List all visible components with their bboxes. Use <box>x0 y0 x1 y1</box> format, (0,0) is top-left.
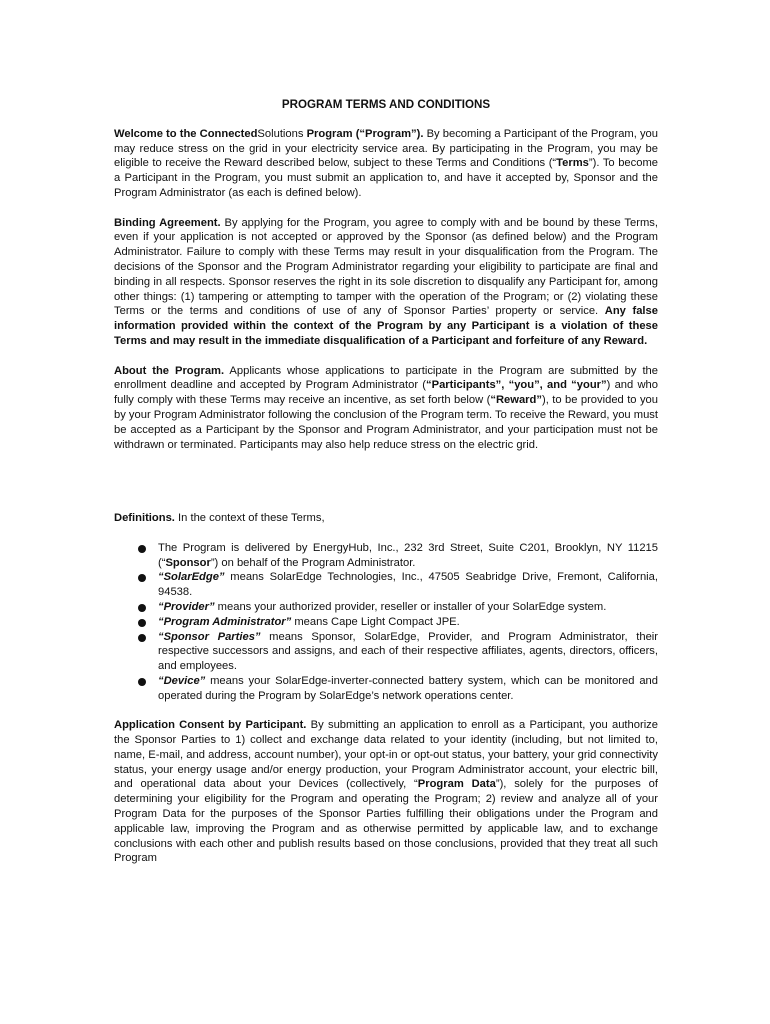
bullet-icon <box>138 604 146 612</box>
bullet-icon <box>138 678 146 686</box>
definitions-list <box>114 541 658 704</box>
definition-post: means your SolarEdge-inverter-connected battery system, which can be monitored and operated during the Program by SolarEdge’s network operations center. <box>158 674 658 702</box>
definition-term: “Device” <box>158 674 206 687</box>
definition-post: means Sponsor, SolarEdge, Provider, and Program Administrator, their respective successors and assigns, and each of their respective affiliates, agents, directors, officers, and employees. <box>158 630 659 673</box>
definition-item <box>114 615 658 630</box>
about-text-3: ), to be provided to you by your Program Administrator following the conclusion of the Program term. To receive the Reward, you must be accepted as a Participant by the Sponsor and Program Administrator, and your participation must not be withdrawn or terminated. Participants may also help reduce stress on the electric grid. <box>114 394 658 451</box>
about-heading: About the Program. <box>114 364 225 377</box>
participants-definition: “Participants”, “you”, and “your” <box>426 379 607 392</box>
section-spacer <box>114 467 658 511</box>
bullet-icon <box>138 619 146 627</box>
definition-item <box>114 570 658 600</box>
binding-text: By applying for the Program, you agree to comply with and be bound by these Terms, even if your application is not accepted or approved by the Sponsor (as defined below) and the Program Administrator. Failure to comply with these Terms may result in your disqualification from the Program. The decisions of the Sponsor and the Program Administrator regarding your eligibility to participate are final and binding in all respects. Sponsor reserves the right in its sole discretion to disqualify any Participant for, among other things: (1) tampering or attempting to tamper with the operation of the Program; or (2) violating these Terms or the terms and conditions of use of any of Sponsor Parties’ property or service. <box>114 216 658 318</box>
page-title: PROGRAM TERMS AND CONDITIONS <box>281 98 491 111</box>
welcome-text-1: By becoming a Participant of the Program, you may reduce stress on the grid in your electricity service area. By participating in the Program, you may be eligible to receive the Reward described below, subject to these Terms and Conditions (“ <box>114 127 658 170</box>
consent-paragraph <box>114 718 658 866</box>
definition-item <box>114 674 658 704</box>
bullet-icon <box>138 634 146 642</box>
consent-heading: Application Consent by Participant. <box>114 719 307 732</box>
definition-item <box>114 541 658 571</box>
about-text-2: ) and who fully comply with these Terms may receive an incentive, as set forth below ( <box>114 379 659 407</box>
consent-text-2: ”), solely for the purposes of determining your eligibility for the Program and operating the Program; 2) review and analyze all of your Program Data for the purposes of the Sponsor Parties fulfilling their obligations under the Program and applicable law, improving the Program and as otherwise permitted by applicable law, and to exchange conclusions with each other and publish results based on those conclusions, provided that they treat all such Program <box>114 778 658 865</box>
welcome-paragraph <box>114 127 658 201</box>
definition-term: “Sponsor Parties” <box>158 630 261 643</box>
definition-term: “SolarEdge” <box>158 571 225 584</box>
definition-item <box>114 630 658 674</box>
definition-term: “Provider” <box>158 600 215 613</box>
reward-definition: “Reward” <box>490 394 542 407</box>
definitions-intro-text: In the context of these Terms, <box>174 512 325 525</box>
bullet-icon <box>138 545 146 553</box>
terms-definition: Terms <box>556 157 589 170</box>
welcome-text-2: ”). To become a Participant in the Program, you must submit an application to, and have it accepted by, Sponsor and the Program Administrator (as each is defined below). <box>114 157 658 199</box>
document-page <box>114 98 658 881</box>
definition-term: Sponsor <box>165 556 211 569</box>
definition-term: “Program Administrator” <box>158 615 292 628</box>
definitions-intro <box>114 511 658 526</box>
definition-post: means your authorized provider, reseller or installer of your SolarEdge system. <box>214 600 607 613</box>
binding-paragraph <box>114 216 658 349</box>
welcome-heading-part-2: Solutions <box>257 127 307 140</box>
definitions-heading: Definitions. <box>114 512 175 525</box>
about-text-1: Applicants whose applications to participate in the Program are submitted by the enrollment deadline and accepted by Program Administrator ( <box>114 364 658 392</box>
program-data-definition: Program Data <box>417 778 496 791</box>
welcome-heading-part-1: Welcome to the Connected <box>114 127 258 140</box>
binding-heading: Binding Agreement. <box>114 216 221 229</box>
definition-post: means SolarEdge Technologies, Inc., 47505 Seabridge Drive, Fremont, California, 94538. <box>158 571 658 599</box>
welcome-heading-part-3: Program (“Program”). <box>306 127 424 140</box>
definition-item <box>114 600 658 615</box>
binding-bold-tail: Any false information provided within the context of the Program by any Participant is a violation of these Terms and may result in the immediate disqualification of a Participant and forfeiture of any Reward. <box>114 305 658 347</box>
bullet-icon <box>138 574 146 582</box>
definition-post: ”) on behalf of the Program Administrator. <box>210 556 416 569</box>
consent-text-1: By submitting an application to enroll as a Participant, you authorize the Sponsor Parties to 1) collect and exchange data related to your identity (including, but not limited to, name, E-mail, and address, account number), your opt-in or opt-out status, your battery, your grid connectivity status, your energy usage and/or energy production, your Program Administrator account, your electric bill, and operational data about your Devices (collectively, “ <box>114 719 658 791</box>
definition-pre: The Program is delivered by EnergyHub, Inc., 232 3rd Street, Suite C201, Brooklyn, NY 11215 (“ <box>158 541 658 569</box>
about-paragraph <box>114 364 658 453</box>
definition-post: means Cape Light Compact JPE. <box>291 615 460 628</box>
